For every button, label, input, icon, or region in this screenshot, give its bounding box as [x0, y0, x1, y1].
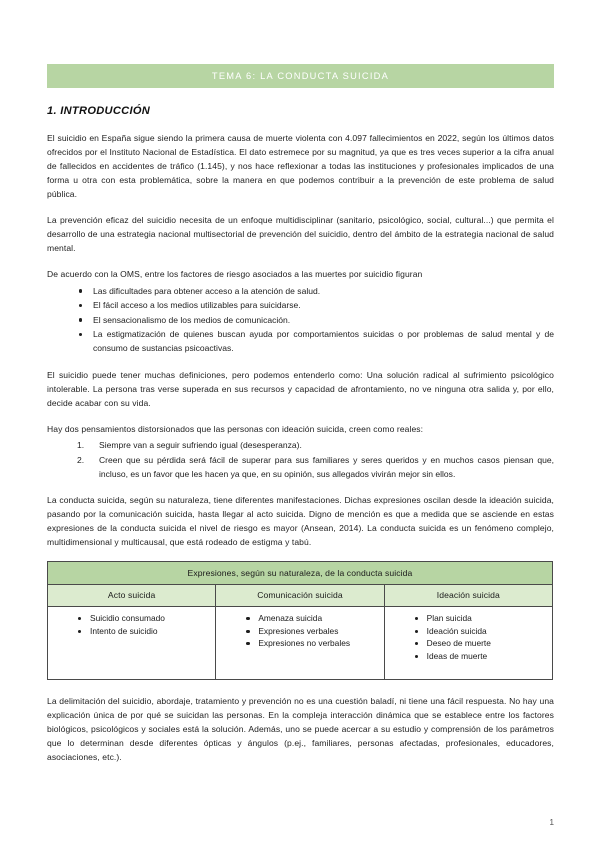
table-row-title [48, 562, 553, 585]
list-item: Ideas de muerte [415, 650, 546, 663]
list-item: Deseo de muerte [415, 637, 546, 650]
column-header-ideacion-suicida: Ideación suicida [384, 584, 552, 607]
cell-list [54, 612, 209, 637]
paragraph-conclusion: La delimitación del suicidio, abordaje, tratamiento y prevención no es una cuestión baladí, ni tiene una fácil respuesta. No hay una explicación única de por qué se suicidan las personas. En la compleja interacción dinámica que se establece entre los factores biológicos, psicológicos y sociales está la solución. Además, uno se puede acercar a su estudio y comprensión de los parámetros que lo determinan desde diferentes ópticas y ángulos (p.ej., familiares, personas afectadas, profesionales, educadores, asociaciones, etc.). [47, 696, 554, 763]
table-row-headers [48, 584, 553, 607]
list-item: Las dificultades para obtener acceso a la atención de salud. [79, 284, 554, 298]
paragraph-definition: El suicidio puede tener muchas definiciones, pero podemos entenderlo como: Una solución radical al sufrimiento psicológico intolerable. La persona tras verse superada en sus recursos y capacidad de afrontamiento, no ve ninguna otra salida y, por ello, decide acabar con su vida. [47, 369, 554, 408]
list-item: Creen que su pérdida será fácil de superar para sus familiares y seres queridos y en muchos casos piensan que, incluso, es un favor que les hacen ya que, en su opinión, sus allegados vivirán mejor sin ellos. [99, 454, 554, 479]
paragraph-distorted-intro: Hay dos pensamientos distorsionados que las personas con ideación suicida, creen como reales: [47, 423, 424, 434]
risk-factors-list [47, 284, 554, 356]
list-item: Intento de suicidio [78, 625, 209, 638]
cell-list [391, 612, 546, 662]
document-title-banner: TEMA 6: LA CONDUCTA SUICIDA [47, 64, 554, 88]
page-number: 1 [549, 817, 554, 827]
cell-ideacion-suicida [384, 607, 552, 680]
list-item: Amenaza suicida [246, 612, 377, 625]
paragraph-oms-intro: De acuerdo con la OMS, entre los factores de riesgo asociados a las muertes por suicidio figuran [47, 269, 423, 280]
list-item: Plan suicida [415, 612, 546, 625]
list-item: Expresiones no verbales [246, 637, 377, 650]
paragraph-manifestations: La conducta suicida, según su naturaleza, tiene diferentes manifestaciones. Dichas expresiones oscilan desde la ideación suicida, pasando por la comunicación suicida, hasta llegar al acto suicida. Digno de mención es que a medida que se asciende en estas expresiones de la conducta suicida el nivel de riesgo es mayor (Ansean, 2014). La conducta suicida es un fenómeno complejo, multidimensional y multicausal, que está rodeado de estigma y tabú. [47, 494, 554, 547]
list-item: El fácil acceso a los medios utilizables para suicidarse. [79, 298, 554, 312]
column-header-acto-suicida: Acto suicida [48, 584, 216, 607]
list-item: Ideación suicida [415, 625, 546, 638]
list-item: La estigmatización de quienes buscan ayuda por comportamientos suicidas o por problemas de salud mental y de consumo de sustancias psicoactivas. [79, 327, 554, 355]
list-item: Suicidio consumado [78, 612, 209, 625]
cell-list [222, 612, 377, 650]
cell-comunicacion-suicida [216, 607, 384, 680]
expressions-table [47, 561, 553, 680]
distorted-thoughts-list [47, 438, 554, 481]
paragraph-intro-statistics: El suicidio en España sigue siendo la primera causa de muerte violenta con 4.097 fallecimientos en 2022, según los últimos datos ofrecidos por el Instituto Nacional de Estadística. El dato estremece por su magnitud, ya que es tres veces superior a la cifra anual de fallecidos en accidentes de tráfico (1.145), y nos hace reflexionar a todas las instituciones y profesionales implicados de una forma u otra con esta problemática, sobre la manera en que podemos contribuir a la prevención de este problema de salud pública. [47, 132, 554, 200]
paragraph-prevention: La prevención eficaz del suicidio necesita de un enfoque multidisciplinar (sanitario, psicológico, social, cultural...) que permita el desarrollo de una estrategia nacional multisectorial de prevención del suicidio, dentro del ámbito de la estrategia nacional de salud mental. [47, 215, 554, 254]
column-header-comunicacion-suicida: Comunicación suicida [216, 584, 384, 607]
table-row [48, 607, 553, 680]
table-title-cell: Expresiones, según su naturaleza, de la conducta suicida [48, 562, 553, 585]
list-item: Siempre van a seguir sufriendo igual (desesperanza). [99, 439, 302, 450]
cell-acto-suicida [48, 607, 216, 680]
section-heading: 1. INTRODUCCIÓN [47, 104, 151, 117]
list-item: Expresiones verbales [246, 625, 377, 638]
list-item: El sensacionalismo de los medios de comunicación. [79, 313, 554, 327]
